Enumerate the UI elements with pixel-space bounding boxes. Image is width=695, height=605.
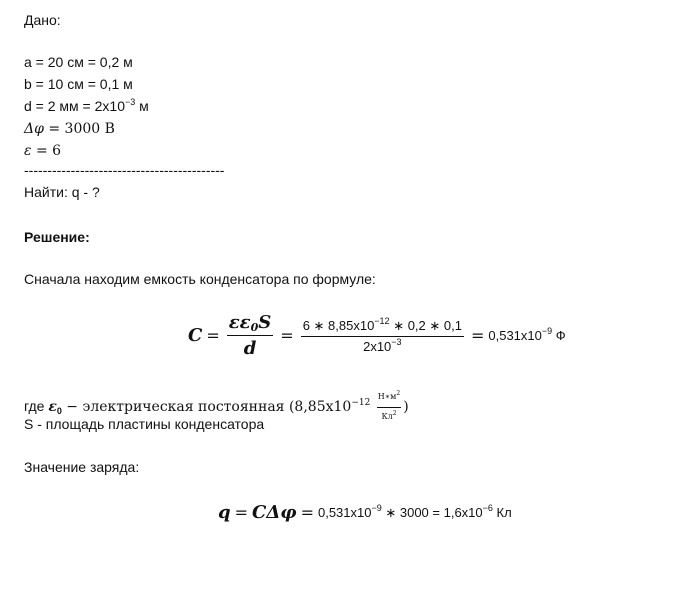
num-part-a: 6 ∗ 8,85х10 [302, 317, 375, 333]
const-unit [377, 388, 401, 426]
num-exp: −12 [374, 315, 390, 326]
const-exp: −12 [351, 398, 371, 408]
given-header: Дано: [24, 12, 61, 28]
den-exp: −3 [391, 336, 402, 347]
const-close: ) [403, 399, 409, 415]
eps-eps: εε [228, 312, 251, 333]
capacitance-formula [188, 312, 566, 359]
charge-unit: Кл [492, 504, 512, 520]
charge-formula [218, 502, 512, 523]
formula1-numeric-denominator [363, 337, 401, 354]
result-unit: Ф [552, 328, 566, 343]
const-unit-num [377, 388, 401, 408]
formula1-symbolic-fraction [227, 312, 274, 359]
given-d-text: d = 2 мм = 2х10 [24, 98, 125, 114]
dphi-value: = 3000 В [43, 121, 115, 137]
formula1-lhs: C [188, 325, 203, 346]
capacitance-value: 0,531х10 [317, 504, 372, 520]
formula1-eq2: = [280, 326, 294, 345]
separator: ------------------------------------------- [24, 162, 225, 178]
given-d-exp: −3 [124, 97, 136, 107]
eps0-sub: 0 [56, 406, 62, 416]
given-d [24, 97, 149, 115]
capacitance-exp: −9 [371, 502, 382, 513]
num-part-b: ∗ 0,2 ∗ 0,1 [389, 317, 462, 333]
formula2-values [317, 502, 512, 521]
where-prefix: где [24, 398, 49, 414]
solution-intro: Сначала находим емкость конденсатора по формуле: [24, 271, 376, 287]
eps-symbol: ε [24, 143, 32, 159]
charge-intro: Значение заряда: [24, 459, 140, 475]
given-a: a = 20 см = 0,2 м [24, 54, 133, 70]
formula1-symbolic-numerator [227, 312, 274, 336]
given-d-unit: м [135, 98, 149, 114]
area-definition: S - площадь пластины конденсатора [24, 416, 265, 432]
eps0-value [288, 390, 409, 421]
formula2-eq: = [234, 503, 248, 522]
given-b: b = 10 см = 0,1 м [24, 76, 133, 92]
result-exp: −9 [541, 326, 553, 336]
const-unit-den-text: Кл [381, 412, 393, 421]
formula1-eq3: = [470, 326, 485, 345]
formula2-eq2: = [300, 503, 314, 522]
const-unit-num-text: Н∗м [377, 392, 397, 401]
charge-exp: −6 [482, 502, 493, 513]
eps-sub: 0 [250, 321, 259, 334]
const-unit-den [381, 408, 396, 426]
formula2-lhs: q [218, 502, 231, 523]
const-unit-den-exp: 2 [392, 410, 397, 417]
given-dphi [24, 119, 115, 138]
where-description: − электрическая постоянная [61, 399, 289, 415]
given-eps [24, 141, 61, 160]
find-line: Найти: q - ? [24, 184, 100, 200]
formula1-eq: = [206, 326, 220, 345]
solution-header: Решение: [24, 229, 90, 245]
result-value: 0,531х10 [488, 328, 542, 343]
formula1-symbolic-denominator: d [243, 338, 257, 359]
area-symbol: S [258, 312, 272, 333]
eps-value: = 6 [31, 143, 62, 159]
const-unit-num-exp: 2 [396, 390, 401, 397]
formula2-cdphi: CΔφ [252, 502, 297, 523]
charge-value: ∗ 3000 = 1,6х10 [381, 504, 483, 520]
const-open: (8,85х10 [288, 399, 352, 415]
dphi-symbol: Δφ [24, 121, 44, 137]
eps0-symbol: ε [48, 399, 57, 415]
den-text: 2х10 [363, 338, 392, 354]
formula1-result [488, 328, 565, 343]
formula1-numeric-fraction [301, 315, 464, 354]
formula1-numeric-numerator [301, 315, 464, 337]
